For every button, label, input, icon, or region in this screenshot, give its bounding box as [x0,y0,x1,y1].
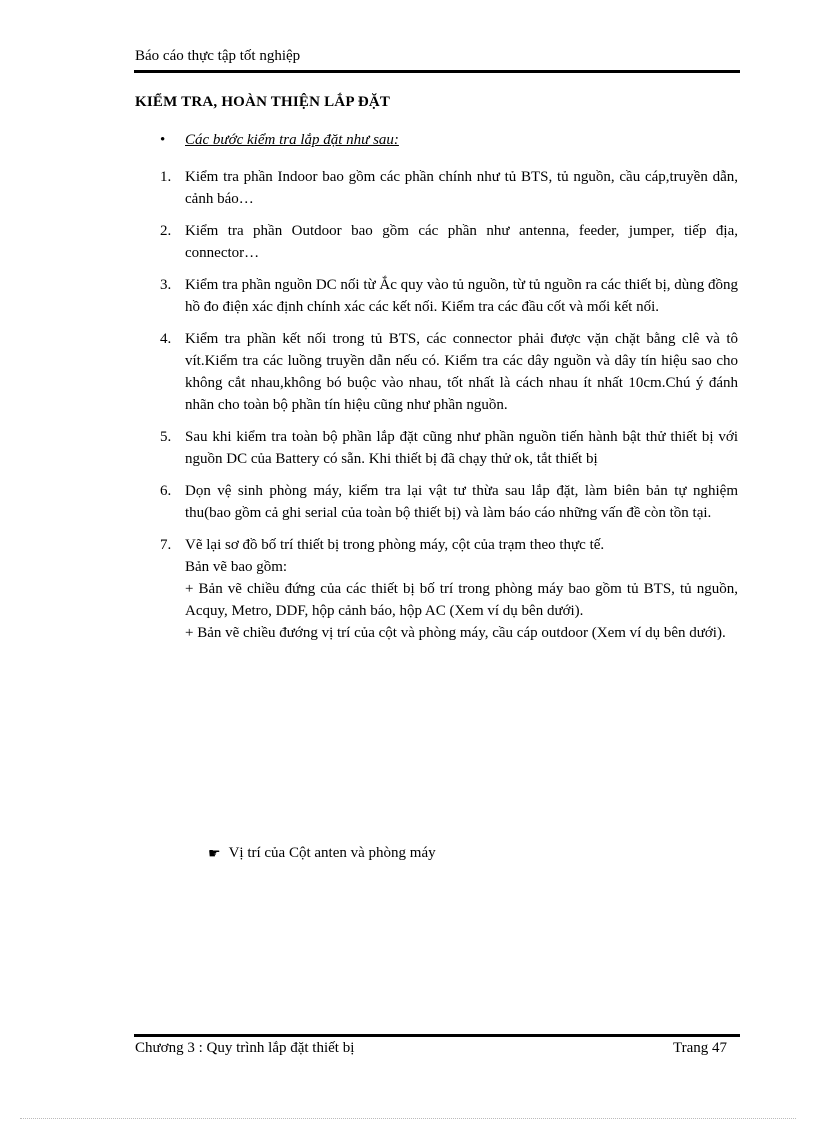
list-item [160,166,738,210]
intro-text: Các bước kiểm tra lắp đặt như sau: [185,132,399,148]
step-number: 3. [160,277,172,293]
figure-caption [208,845,436,862]
intro-line [160,132,399,149]
footer-rule [134,1034,740,1037]
list-item [160,534,738,644]
footer-chapter: Chương 3 : Quy trình lắp đặt thiết bị [135,1040,355,1056]
step-number: 2. [160,223,172,239]
section-title: KIỂM TRA, HOÀN THIỆN LẮP ĐẶT [135,94,391,110]
list-item [160,480,738,524]
step-number: 5. [160,429,172,445]
page-edge-dots [20,1118,796,1119]
list-item [160,426,738,470]
step-text: Kiểm tra phần Outdoor bao gồm các phần như antenna, feeder, jumper, tiếp địa, connector… [185,223,738,261]
step-text: Kiểm tra phần kết nối trong tủ BTS, các connector phải được vặn chặt bằng clê và tô vít.Kiểm tra các luồng truyền dẫn nếu có. Kiểm tra các dây nguồn và dây tín hiệu sao cho không cắt nhau,không bó buộc vào nhau, tốt nhất là cách nhau ít nhất 10cm.Chú ý đánh nhãn cho toàn bộ phần tín hiệu cũng như phần nguồn. [185,331,738,413]
step-text [185,534,738,644]
list-item [160,274,738,318]
header-rule [134,70,740,73]
step-7-line-2: Bản vẽ bao gồm: [185,559,288,575]
step-text: Dọn vệ sinh phòng máy, kiểm tra lại vật tư thừa sau lắp đặt, làm biên bản tự nghiệm thu(bao gồm cả ghi serial của toàn bộ thiết bị) và làm báo cáo những vấn đề còn tồn tại. [185,483,738,521]
step-text: Sau khi kiểm tra toàn bộ phần lắp đặt cũng như phần nguồn tiến hành bật thử thiết bị với nguồn DC của Battery có sẵn. Khi thiết bị đã chạy thử ok, tắt thiết bị [185,429,738,467]
list-item [160,220,738,264]
pointing-hand-icon: ☛ [208,845,221,862]
step-7-line-4: + Bản vẽ chiều đướng vị trí của cột và phòng máy, cầu cáp outdoor (Xem ví dụ bên dưới). [185,625,726,641]
step-number: 7. [160,537,172,553]
list-item [160,328,738,416]
step-number: 6. [160,483,172,499]
step-text: Kiểm tra phần nguồn DC nối từ Ắc quy vào tủ nguồn, từ tủ nguồn ra các thiết bị, dùng đồng hồ đo điện xác định chính xác các kết nối. Kiểm tra các đầu cốt và mối kết nối. [185,277,738,315]
footer-page-number: Trang 47 [673,1040,728,1056]
step-number: 1. [160,169,172,185]
step-number: 4. [160,331,172,347]
bullet-icon: • [160,132,166,148]
step-7-line-1: Vẽ lại sơ đồ bố trí thiết bị trong phòng máy, cột của trạm theo thực tế. [185,537,605,553]
figure-caption-text: Vị trí của Cột anten và phòng máy [228,845,436,861]
page-header: Báo cáo thực tập tốt nghiệp [135,48,301,64]
step-7-line-3: + Bản vẽ chiều đứng của các thiết bị bố trí trong phòng máy bao gồm tủ BTS, tủ nguồn, Acquy, Metro, DDF, hộp cảnh báo, hộp AC (Xem ví dụ bên dưới). [185,581,738,619]
steps-list [160,166,738,654]
step-text: Kiểm tra phần Indoor bao gồm các phần chính như tủ BTS, tủ nguồn, cầu cáp,truyền dẫn, cảnh báo… [185,169,738,207]
